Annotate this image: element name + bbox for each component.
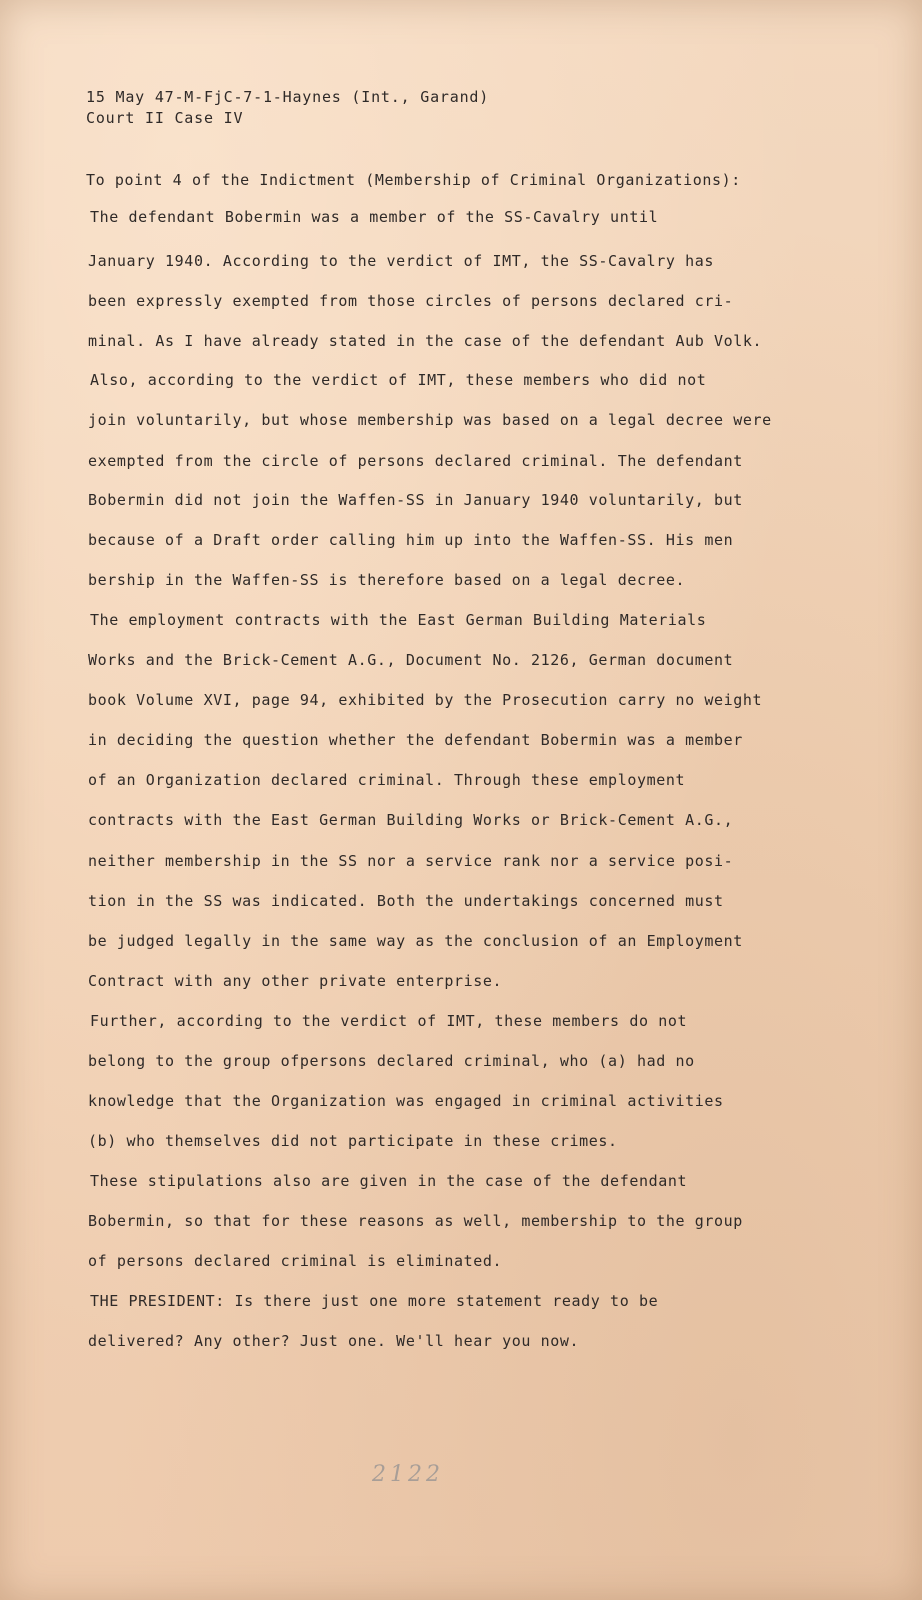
page-number-handwritten: 2122	[372, 1462, 444, 1487]
body-line: because of a Draft order calling him up into the Waffen-SS. His men	[88, 531, 734, 549]
body-line: Bobermin, so that for these reasons as well, membership to the group	[88, 1212, 743, 1230]
body-line: belong to the group ofpersons declared criminal, who (a) had no	[88, 1052, 695, 1070]
body-line: minal. As I have already stated in the case of the defendant Aub Volk.	[88, 332, 763, 350]
body-line: These stipulations also are given in the case of the defendant	[90, 1172, 688, 1190]
body-line: Also, according to the verdict of IMT, these members who did not	[90, 371, 707, 389]
section-heading: To point 4 of the Indictment (Membership of Criminal Organizations):	[86, 171, 741, 189]
header-line-2: Court II Case IV	[86, 109, 244, 127]
body-line: bership in the Waffen-SS is therefore based on a legal decree.	[88, 571, 686, 589]
body-line: Further, according to the verdict of IMT, these members do not	[90, 1012, 688, 1030]
body-line: been expressly exempted from those circles of persons declared cri-	[88, 292, 734, 310]
body-line: neither membership in the SS nor a service rank nor a service posi-	[88, 852, 734, 870]
body-line: knowledge that the Organization was engaged in criminal activities	[88, 1092, 724, 1110]
body-line: Bobermin did not join the Waffen-SS in January 1940 voluntarily, but	[88, 491, 743, 509]
body-line: Contract with any other private enterprise.	[88, 972, 503, 990]
body-line: exempted from the circle of persons declared criminal. The defendant	[88, 452, 743, 470]
body-line: of persons declared criminal is eliminated.	[88, 1252, 503, 1270]
body-line: delivered? Any other? Just one. We'll hear you now.	[88, 1332, 580, 1350]
body-line: tion in the SS was indicated. Both the undertakings concerned must	[88, 892, 724, 910]
body-line: January 1940. According to the verdict of IMT, the SS-Cavalry has	[88, 252, 714, 270]
body-line: book Volume XVI, page 94, exhibited by the Prosecution carry no weight	[88, 691, 763, 709]
body-line: of an Organization declared criminal. Through these employment	[88, 771, 686, 789]
body-line: contracts with the East German Building Works or Brick-Cement A.G.,	[88, 811, 734, 829]
body-line: in deciding the question whether the defendant Bobermin was a member	[88, 731, 743, 749]
body-line: (b) who themselves did not participate in these crimes.	[88, 1132, 618, 1150]
body-line: be judged legally in the same way as the conclusion of an Employment	[88, 932, 743, 950]
body-line: THE PRESIDENT: Is there just one more statement ready to be	[90, 1292, 659, 1310]
header-line-1: 15 May 47-M-FjC-7-1-Haynes (Int., Garand)	[86, 88, 490, 106]
body-line: join voluntarily, but whose membership was based on a legal decree were	[88, 411, 772, 429]
body-line: The employment contracts with the East German Building Materials	[90, 611, 707, 629]
body-line: The defendant Bobermin was a member of the SS-Cavalry until	[90, 208, 659, 226]
body-line: Works and the Brick-Cement A.G., Document No. 2126, German document	[88, 651, 734, 669]
